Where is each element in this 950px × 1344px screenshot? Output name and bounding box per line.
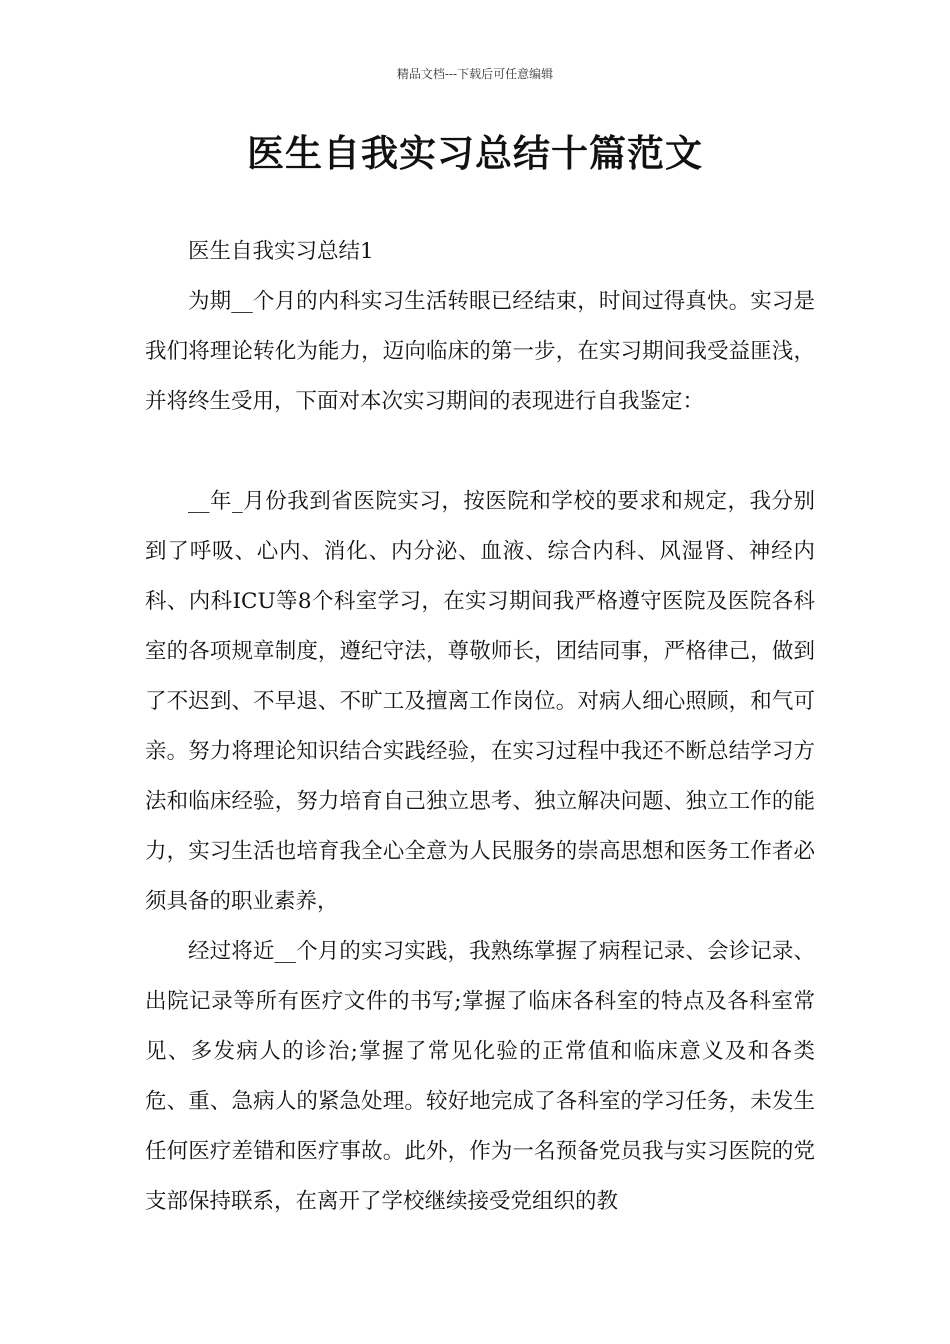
document-title: 医生自我实习总结十篇范文 xyxy=(247,131,703,175)
paragraph-3: 经过将近__个月的实习实践，我熟练掌握了病程记录、会诊记录、出院记录等所有医疗文件的书写;掌握了临床各科室的特点及各科室常见、多发病人的诊治;掌握了常见化验的正常值和临床意义及和各类危、重、急病人的紧急处理。较好地完成了各科室的学习任务，未发生任何医疗差错和医疗事故。此外，作为一名预备党员我与实习医院的党支部保持联系，在离开了学校继续接受党组织的教 xyxy=(145,939,815,1214)
paragraph-1: 为期__个月的内科实习生活转眼已经结束，时间过得真快。实习是我们将理论转化为能力，迈向临床的第一步，在实习期间我受益匪浅，并将终生受用，下面对本次实习期间的表现进行自我鉴定： xyxy=(145,289,815,414)
section-heading: 医生自我实习总结1 xyxy=(188,239,374,264)
paragraph-2: __年_月份我到省医院实习，按医院和学校的要求和规定，我分别到了呼吸、心内、消化、内分泌、血液、综合内科、风湿肾、神经内科、内科ICU等8个科室学习，在实习期间我严格遵守医院及医院各科室的各项规章制度，遵纪守法，尊敬师长，团结同事，严格律己，做到了不迟到、不早退、不旷工及擅离工作岗位。对病人细心照顾，和气可亲。努力将理论知识结合实践经验，在实习过程中我还不断总结学习方法和临床经验，努力培育自己独立思考、独立解决问题、独立工作的能力，实习生活也培育我全心全意为人民服务的崇高思想和医务工作者必须具备的职业素养， xyxy=(145,489,815,914)
document-body xyxy=(145,227,815,1227)
header-note: 精品文档---下载后可任意编辑 xyxy=(396,67,554,81)
